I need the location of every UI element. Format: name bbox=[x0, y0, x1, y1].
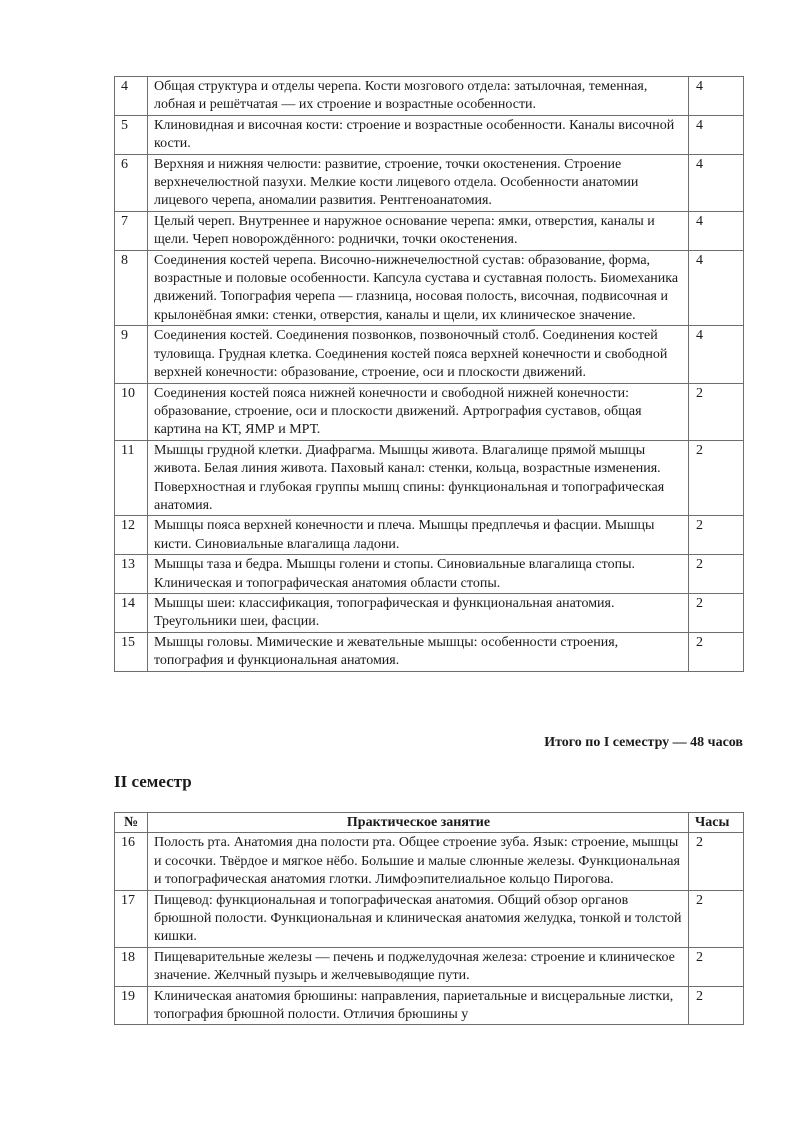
row-hours: 2 bbox=[689, 593, 744, 632]
row-hours: 4 bbox=[689, 154, 744, 211]
row-hours: 2 bbox=[689, 632, 744, 671]
row-topic: Соединения костей пояса нижней конечности и свободной нижней конечности: образование, строение, оси и плоскости движений. Артрография суставов, общая картина на КТ, ЯМР и МРТ. bbox=[148, 383, 689, 440]
row-hours: 2 bbox=[689, 555, 744, 594]
table-row bbox=[115, 516, 744, 555]
row-hours: 4 bbox=[689, 115, 744, 154]
table-row bbox=[115, 986, 744, 1025]
table-row bbox=[115, 593, 744, 632]
lessons-table-body bbox=[115, 77, 744, 672]
table-row bbox=[115, 115, 744, 154]
row-number: 9 bbox=[115, 326, 148, 383]
row-hours: 4 bbox=[689, 250, 744, 326]
row-hours: 4 bbox=[689, 77, 744, 116]
header-number: № bbox=[115, 813, 148, 833]
table-row bbox=[115, 555, 744, 594]
table-row bbox=[115, 440, 744, 516]
row-number: 19 bbox=[115, 986, 148, 1025]
row-number: 10 bbox=[115, 383, 148, 440]
row-topic: Пищеварительные железы — печень и поджелудочная железа: строение и клиническое значение. Желчный пузырь и желчевыводящие пути. bbox=[148, 947, 689, 986]
row-hours: 2 bbox=[689, 516, 744, 555]
row-number: 17 bbox=[115, 890, 148, 947]
semester-1-total: Итого по I семестру — 48 часов bbox=[544, 735, 743, 750]
table-row bbox=[115, 833, 744, 890]
header-hours: Часы bbox=[689, 813, 744, 833]
row-number: 13 bbox=[115, 555, 148, 594]
table-row bbox=[115, 77, 744, 116]
row-topic: Клиновидная и височная кости: строение и возрастные особенности. Каналы височной кости. bbox=[148, 115, 689, 154]
row-hours: 2 bbox=[689, 383, 744, 440]
row-topic: Соединения костей. Соединения позвонков, позвоночный столб. Соединения костей туловища. Грудная клетка. Соединения костей пояса верхней конечности и свободной верхней конечности: образование, строение, оси и плоскости движений. bbox=[148, 326, 689, 383]
table-header-row bbox=[115, 813, 744, 833]
row-number: 16 bbox=[115, 833, 148, 890]
row-hours: 4 bbox=[689, 211, 744, 250]
semester-2-heading: II семестр bbox=[114, 772, 192, 791]
row-number: 5 bbox=[115, 115, 148, 154]
row-number: 14 bbox=[115, 593, 148, 632]
table-row bbox=[115, 211, 744, 250]
table-row bbox=[115, 890, 744, 947]
row-number: 18 bbox=[115, 947, 148, 986]
row-topic: Мышцы таза и бедра. Мышцы голени и стопы. Синовиальные влагалища стопы. Клиническая и топографическая анатомия области стопы. bbox=[148, 555, 689, 594]
row-topic: Мышцы пояса верхней конечности и плеча. Мышцы предплечья и фасции. Мышцы кисти. Синовиальные влагалища ладони. bbox=[148, 516, 689, 555]
row-topic: Верхняя и нижняя челюсти: развитие, строение, точки окостенения. Строение верхнечелюстной пазухи. Мелкие кости лицевого отдела. Особенности анатомии лицевого черепа, аномалии развития. Рентгеноанатомия. bbox=[148, 154, 689, 211]
row-number: 8 bbox=[115, 250, 148, 326]
row-hours: 2 bbox=[689, 947, 744, 986]
row-hours: 2 bbox=[689, 833, 744, 890]
row-number: 7 bbox=[115, 211, 148, 250]
row-hours: 2 bbox=[689, 440, 744, 516]
row-number: 6 bbox=[115, 154, 148, 211]
row-topic: Мышцы шеи: классификация, топографическая и функциональная анатомия. Треугольники шеи, фасции. bbox=[148, 593, 689, 632]
row-topic: Клиническая анатомия брюшины: направления, париетальные и висцеральные листки, топография брюшной полости. Отличия брюшины у bbox=[148, 986, 689, 1025]
table-row bbox=[115, 154, 744, 211]
table-row bbox=[115, 250, 744, 326]
row-number: 12 bbox=[115, 516, 148, 555]
row-number: 4 bbox=[115, 77, 148, 116]
table-row bbox=[115, 632, 744, 671]
row-topic: Мышцы головы. Мимические и жевательные мышцы: особенности строения, топография и функциональная анатомия. bbox=[148, 632, 689, 671]
header-topic: Практическое занятие bbox=[148, 813, 689, 833]
lessons-table-semester-2 bbox=[114, 812, 744, 1025]
row-hours: 2 bbox=[689, 986, 744, 1025]
row-topic: Полость рта. Анатомия дна полости рта. Общее строение зуба. Язык: строение, мышцы и сосочки. Твёрдое и мягкое нёбо. Большие и малые слюнные железы. Функциональная и топографическая анатомия глотки. Лимфоэпителиальное кольцо Пирогова. bbox=[148, 833, 689, 890]
lessons-table-semester-1 bbox=[114, 76, 744, 672]
row-topic: Общая структура и отделы черепа. Кости мозгового отдела: затылочная, теменная, лобная и решётчатая — их строение и возрастные особенности. bbox=[148, 77, 689, 116]
table-row bbox=[115, 947, 744, 986]
row-topic: Пищевод: функциональная и топографическая анатомия. Общий обзор органов брюшной полости. Функциональная и клиническая анатомия желудка, тонкой и толстой кишки. bbox=[148, 890, 689, 947]
row-hours: 4 bbox=[689, 326, 744, 383]
lessons-table-body bbox=[115, 833, 744, 1025]
table-row bbox=[115, 383, 744, 440]
row-topic: Соединения костей черепа. Височно-нижнечелюстной сустав: образование, форма, возрастные и половые особенности. Капсула сустава и суставная полость. Биомеханика движений. Топография черепа — глазница, носовая полость, височная, подвисочная и крылонёбная ямки: стенки, отверстия, каналы и щели, их клиническое значение. bbox=[148, 250, 689, 326]
row-topic: Целый череп. Внутреннее и наружное основание черепа: ямки, отверстия, каналы и щели. Череп новорождённого: роднички, точки окостенения. bbox=[148, 211, 689, 250]
table-row bbox=[115, 326, 744, 383]
row-number: 11 bbox=[115, 440, 148, 516]
row-number: 15 bbox=[115, 632, 148, 671]
row-hours: 2 bbox=[689, 890, 744, 947]
row-topic: Мышцы грудной клетки. Диафрагма. Мышцы живота. Влагалище прямой мышцы живота. Белая линия живота. Паховый канал: стенки, кольца, возрастные изменения. Поверхностная и глубокая группы мышц спины: функциональная и топографическая анатомия. bbox=[148, 440, 689, 516]
